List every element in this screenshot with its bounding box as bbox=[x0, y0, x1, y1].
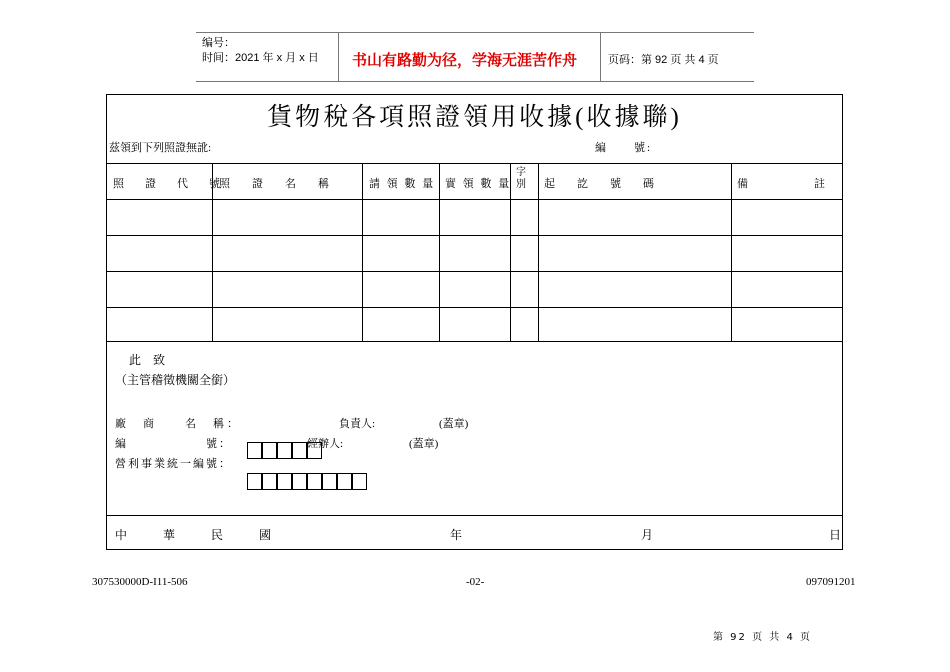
footer-code-center: -02- bbox=[466, 576, 485, 588]
number-label: 编号： bbox=[202, 37, 235, 49]
document-header bbox=[196, 32, 754, 82]
intro-text: 茲領到下列照證無訛: bbox=[109, 142, 212, 154]
number2-label: 編 號： bbox=[115, 438, 232, 450]
date-row-border bbox=[107, 515, 842, 516]
col-header-type: 字別 bbox=[516, 167, 526, 190]
col-header-remarks: 備 註 bbox=[737, 178, 825, 190]
header-slogan-cell bbox=[338, 33, 601, 81]
unified-number-box[interactable] bbox=[277, 473, 292, 490]
footer-code-right: 097091201 bbox=[806, 576, 856, 588]
handler-label: 經辦人: bbox=[307, 438, 344, 450]
time-label: 时间：2021 年 x 月 x 日 bbox=[202, 52, 319, 64]
number-box[interactable] bbox=[307, 442, 322, 459]
number-box[interactable] bbox=[247, 442, 262, 459]
unified-number-box[interactable] bbox=[337, 473, 352, 490]
seal-label-2: (蓋章) bbox=[409, 438, 439, 450]
principal-label: 負責人: bbox=[339, 418, 376, 430]
header-meta bbox=[196, 33, 339, 81]
form-number-label: 編 號: bbox=[595, 142, 653, 154]
firm-name-label: 廠 商 名 稱： bbox=[115, 418, 241, 430]
date-roc: 中 華 民 國 bbox=[115, 528, 272, 542]
number-box[interactable] bbox=[292, 442, 307, 459]
col-header-range: 起 訖 號 碼 bbox=[544, 178, 654, 190]
form-title: 貨物稅各項照證領用收據(收據聯) bbox=[267, 104, 682, 131]
cishi-text: 此 致 bbox=[129, 353, 166, 367]
number-box[interactable] bbox=[262, 442, 277, 459]
col-divider bbox=[538, 163, 539, 341]
header-page-cell bbox=[600, 33, 754, 81]
slogan: 书山有路勤为径，学海无涯苦作舟 bbox=[352, 51, 578, 69]
col-divider bbox=[439, 163, 440, 341]
table-bottom-border bbox=[107, 341, 842, 342]
col-header-requested: 請 領 數 量 bbox=[369, 178, 436, 190]
col-header-code: 照 證 代 號 bbox=[113, 178, 225, 190]
unified-number-label: 營利事業統一編號： bbox=[115, 458, 232, 470]
unified-number-box[interactable] bbox=[352, 473, 367, 490]
unified-number-box[interactable] bbox=[322, 473, 337, 490]
col-divider bbox=[362, 163, 363, 341]
col-header-received: 實 領 數 量 bbox=[445, 178, 512, 190]
date-month: 月 bbox=[641, 528, 654, 542]
col-divider bbox=[731, 163, 732, 341]
page-footer: 第 92 页 共 4 页 bbox=[713, 632, 812, 643]
col-header-name: 照 證 名 稱 bbox=[219, 178, 329, 190]
unified-number-box[interactable] bbox=[247, 473, 262, 490]
footer-code-left: 307530000D-I11-506 bbox=[92, 576, 188, 588]
authority-text: （主管稽徵機關全銜） bbox=[115, 373, 236, 387]
page-info: 页码：第 92 页 共 4 页 bbox=[608, 54, 719, 66]
receipt-form bbox=[106, 94, 843, 550]
unified-number-box[interactable] bbox=[292, 473, 307, 490]
unified-number-box[interactable] bbox=[262, 473, 277, 490]
number-box[interactable] bbox=[277, 442, 292, 459]
date-day: 日 bbox=[829, 528, 842, 542]
unified-number-box[interactable] bbox=[307, 473, 322, 490]
seal-label-1: (蓋章) bbox=[439, 418, 469, 430]
date-year: 年 bbox=[450, 528, 463, 542]
